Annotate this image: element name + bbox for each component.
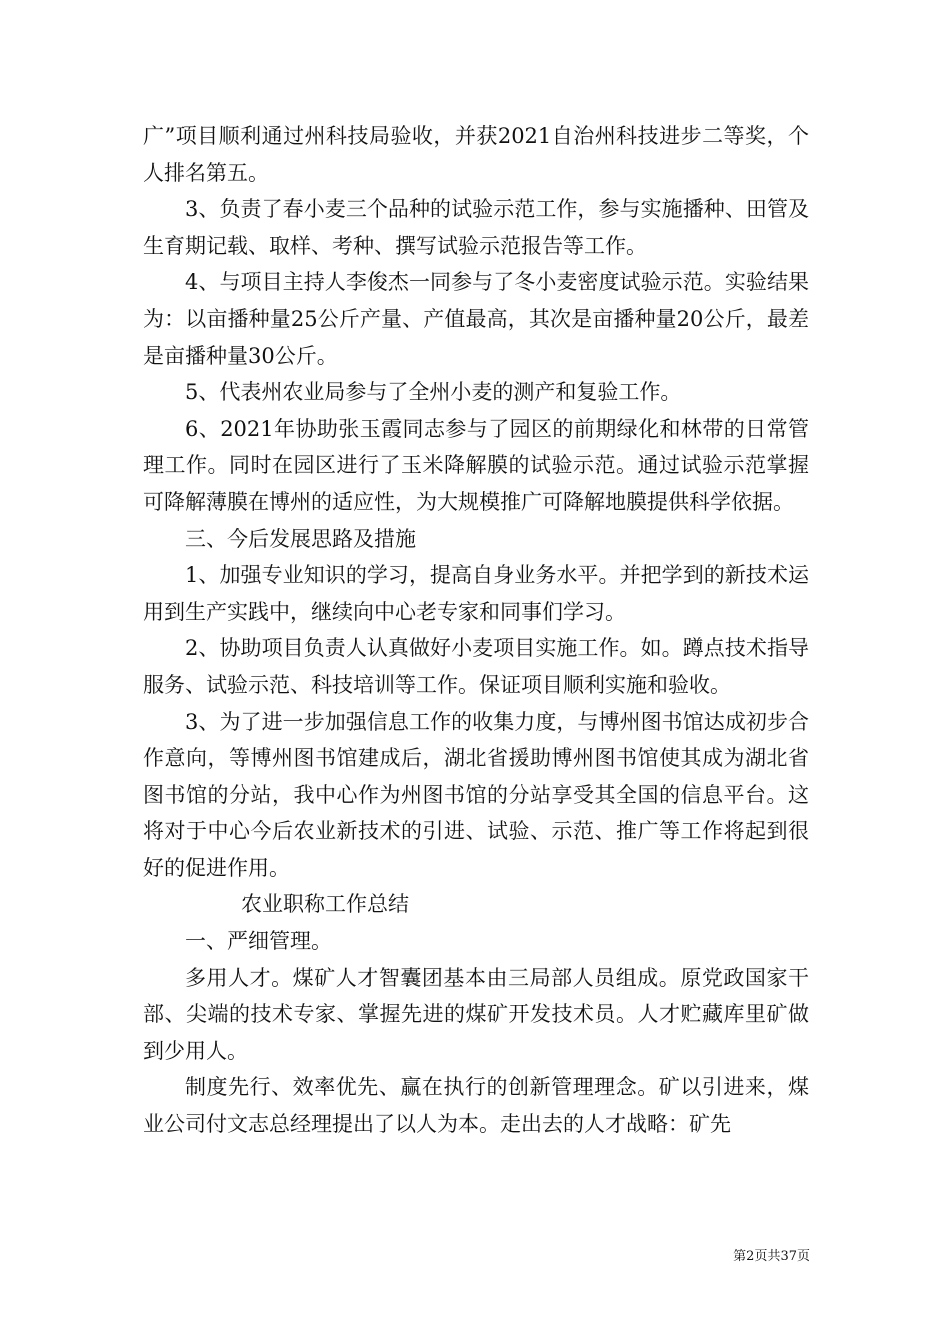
paragraph: 1、加强专业知识的学习，提高自身业务水平。并把学到的新技术运用到生产实践中，继续向中心老专家和同事们学习。 [143,563,809,624]
paragraph: 一、严细管理。 [185,929,332,954]
paragraph: 多用人才。煤矿人才智囊团基本由三局部人员组成。原党政国家干部、尖端的技术专家、掌握先进的煤矿开发技术员。人才贮藏库里矿做到少用人。 [143,965,809,1063]
paragraph: 5、代表州农业局参与了全州小麦的测产和复验工作。 [185,380,682,405]
paragraph: 4、与项目主持人李俊杰一同参与了冬小麦密度试验示范。实验结果为：以亩播种量25公斤产量、产值最高，其次是亩播种量20公斤，最差是亩播种量30公斤。 [143,270,809,368]
paragraph: 广”项目顺利通过州科技局验收，并获2021自治州科技进步二等奖，个人排名第五。 [143,124,809,185]
paragraph: 6、2021年协助张玉霞同志参与了园区的前期绿化和林带的日常管理工作。同时在园区进行了玉米降解膜的试验示范。通过试验示范掌握可降解薄膜在博州的适应性，为大规模推广可降解地膜提供科学依据。 [143,416,809,514]
document-body [143,118,809,1143]
section-title: 农业职称工作总结 [241,892,409,917]
paragraph: 制度先行、效率优先、赢在执行的创新管理理念。矿以引进来，煤业公司付文志总经理提出了以人为本。走出去的人才战略：矿先 [143,1075,809,1137]
paragraph: 三、今后发展思路及措施 [185,526,416,551]
page-number: 第2页共37页 [733,1249,810,1264]
paragraph: 2、协助项目负责人认真做好小麦项目实施工作。如。蹲点技术指导服务、试验示范、科技培训等工作。保证项目顺利实施和验收。 [143,636,809,697]
paragraph: 3、为了进一步加强信息工作的收集力度，与博州图书馆达成初步合作意向，等博州图书馆建成后，湖北省援助博州图书馆使其成为湖北省图书馆的分站，我中心作为州图书馆的分站享受其全国的信息平台。这将对于中心今后农业新技术的引进、试验、示范、推广等工作将起到很好的促进作用。 [143,709,809,880]
paragraph: 3、负责了春小麦三个品种的试验示范工作，参与实施播种、田管及生育期记载、取样、考种、撰写试验示范报告等工作。 [143,197,809,258]
